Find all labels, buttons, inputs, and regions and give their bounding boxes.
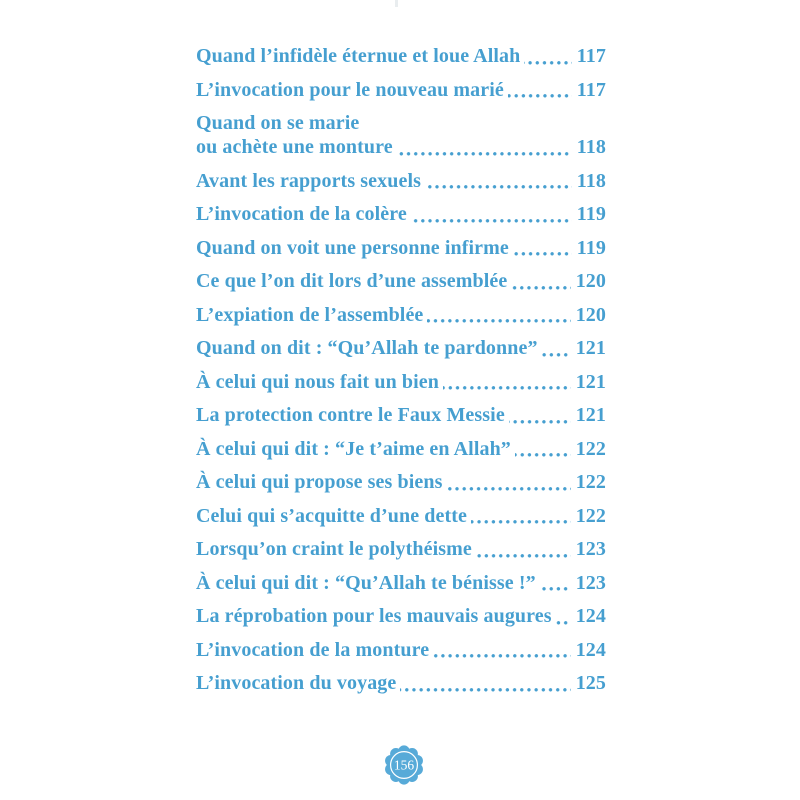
toc-entry [196, 46, 606, 68]
dotted-leader [446, 487, 570, 491]
toc-entry-row [196, 472, 606, 494]
toc-entry [196, 113, 606, 159]
toc-entry [196, 338, 606, 360]
toc-entry-page-number: 120 [575, 303, 606, 326]
toc-entry-row [196, 640, 606, 662]
toc-entry-page-number: 122 [575, 471, 606, 493]
toc-list [196, 46, 606, 707]
page-number-text: 156 [393, 757, 415, 773]
toc-entry-label: Quand on voit une personne infirme [196, 236, 509, 259]
toc-entry-label: L’invocation de la colère [196, 203, 407, 225]
toc-entry-label: Celui qui s’acquitte d’une dette [196, 504, 467, 527]
toc-entry [196, 171, 606, 193]
toc-entry [196, 472, 606, 494]
toc-entry [196, 439, 606, 461]
toc-entry-page-number: 118 [576, 169, 606, 192]
toc-entry-page-number: 125 [575, 672, 606, 694]
toc-entry [196, 506, 606, 528]
toc-entry-label: ou achète une monture [196, 136, 393, 158]
dotted-leader [427, 319, 570, 323]
toc-entry-page-number: 120 [575, 270, 606, 292]
dotted-leader [556, 621, 571, 625]
toc-entry [196, 204, 606, 226]
toc-entry-row [196, 439, 606, 461]
rosette-seal-icon [382, 742, 426, 788]
toc-entry-row [196, 137, 606, 159]
toc-entry-label: L’expiation de l’assemblée [196, 303, 424, 326]
toc-entry-page-number: 124 [575, 638, 606, 661]
toc-entry-row [196, 539, 606, 561]
toc-entry-page-number: 118 [576, 136, 606, 158]
toc-entry-label: L’invocation pour le nouveau marié [196, 78, 504, 101]
dotted-leader [513, 252, 572, 256]
toc-entry-row [196, 372, 606, 394]
dotted-leader [425, 185, 572, 189]
toc-entry [196, 305, 606, 327]
toc-entry-row [196, 271, 606, 293]
toc-entry-row [196, 673, 606, 695]
toc-entry-page-number: 119 [576, 203, 606, 225]
toc-entry-label: Ce que l’on dit lors d’une assemblée [196, 270, 508, 292]
toc-entry-label: L’invocation de la monture [196, 638, 430, 661]
toc-entry-row [196, 405, 606, 427]
page-number-badge [382, 742, 426, 788]
toc-entry-row [196, 305, 606, 327]
toc-entry-row [196, 573, 606, 595]
toc-entry [196, 405, 606, 427]
dotted-leader [542, 353, 571, 357]
top-ornament-fragment [395, 0, 398, 7]
toc-entry-page-number: 121 [575, 404, 606, 426]
dotted-leader [508, 94, 572, 98]
toc-entry-line: Quand on se marie [196, 112, 360, 134]
toc-entry-label: La réprobation pour les mauvais augures [196, 605, 552, 627]
toc-entry [196, 539, 606, 561]
dotted-leader [476, 554, 571, 558]
dotted-leader [433, 654, 571, 658]
toc-entry-page-number: 121 [575, 370, 606, 393]
toc-entry-row [196, 606, 606, 628]
dotted-leader [397, 152, 572, 156]
toc-entry-label: L’invocation du voyage [196, 672, 397, 694]
toc-entry-label: À celui qui dit : “Je t’aime en Allah” [196, 437, 511, 460]
toc-entry [196, 372, 606, 394]
toc-entry-page-number: 119 [576, 236, 606, 259]
toc-entry-row [196, 204, 606, 226]
dotted-leader [511, 286, 570, 290]
dotted-leader [400, 688, 570, 692]
dotted-leader [411, 219, 572, 223]
toc-entry [196, 271, 606, 293]
toc-entry-row [196, 171, 606, 193]
toc-entry-page-number: 117 [576, 45, 606, 67]
toc-entry-page-number: 123 [575, 538, 606, 560]
toc-entry-label: La protection contre le Faux Messie [196, 404, 505, 426]
toc-entry [196, 80, 606, 102]
toc-entry-page-number: 124 [575, 605, 606, 627]
toc-entry-page-number: 122 [575, 437, 606, 460]
dotted-leader [515, 453, 571, 457]
dotted-leader [471, 520, 571, 524]
toc-entry-page-number: 122 [575, 504, 606, 527]
dotted-leader [443, 386, 571, 390]
toc-entry-label: À celui qui dit : “Qu’Allah te bénisse !” [196, 571, 536, 594]
toc-entry-row [196, 338, 606, 360]
dotted-leader [540, 587, 571, 591]
toc-entry-label: Avant les rapports sexuels [196, 169, 422, 192]
toc-entry-page-number: 121 [575, 337, 606, 359]
toc-entry-label: À celui qui propose ses biens [196, 471, 443, 493]
toc-entry [196, 573, 606, 595]
toc-entry-label: Quand l’infidèle éternue et loue Allah [196, 45, 521, 67]
dotted-leader [509, 420, 571, 424]
toc-entry-row [196, 506, 606, 528]
dotted-leader [524, 61, 571, 65]
toc-entry [196, 673, 606, 695]
toc-entry-row [196, 46, 606, 68]
toc-entry-page-number: 117 [576, 78, 606, 101]
toc-entry-row [196, 80, 606, 102]
toc-entry-label: Lorsqu’on craint le polythéisme [196, 538, 472, 560]
toc-entry [196, 640, 606, 662]
toc-entry-row [196, 238, 606, 260]
toc-entry [196, 238, 606, 260]
toc-entry-label: À celui qui nous fait un bien [196, 370, 439, 393]
toc-entry-label: Quand on dit : “Qu’Allah te pardonne” [196, 337, 538, 359]
toc-entry-page-number: 123 [575, 571, 606, 594]
toc-entry [196, 606, 606, 628]
